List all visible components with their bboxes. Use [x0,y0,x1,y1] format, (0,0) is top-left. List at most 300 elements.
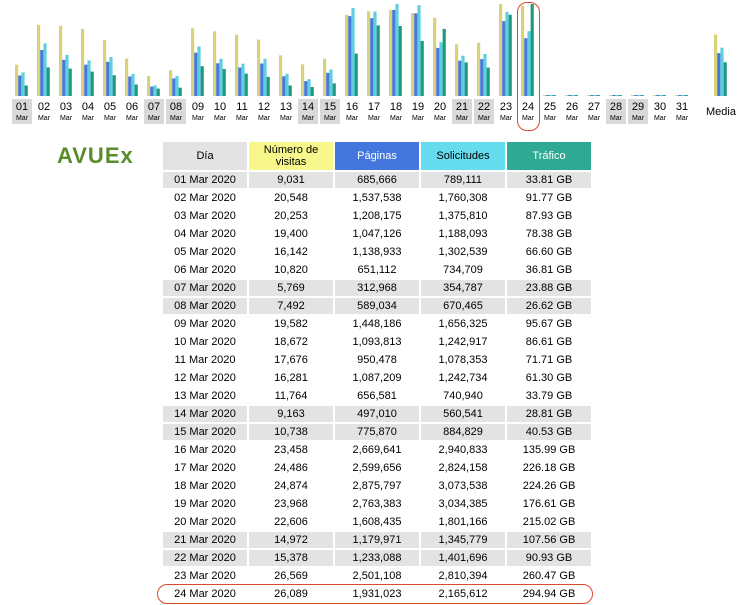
month-abbr: Mar [257,115,271,122]
day-number: 01 [15,101,29,113]
table-row [163,226,591,242]
bar-25-traffic [553,95,556,96]
cell-visits: 16,281 [274,372,308,384]
bar-29-requests [637,95,640,96]
month-abbr: Mar [675,115,689,122]
bar-28-visits [609,95,612,96]
cell-day: 06 Mar 2020 [174,264,236,276]
bar-23-traffic [509,15,512,96]
table-row [163,514,591,530]
cell-requests: 3,073,538 [438,480,488,492]
table-row [163,352,591,368]
cell-visits: 15,378 [249,550,333,566]
cell-requests: 2,810,394 [438,570,488,582]
average-bar-pages [717,53,720,96]
month-abbr: Mar [565,115,579,122]
bar-15-visits [323,59,326,96]
cell-requests: 560,541 [421,406,505,422]
table-row [163,478,591,494]
cell-traffic: 36.81 GB [525,264,573,276]
bar-26-pages [568,95,571,96]
bar-02-visits [37,25,40,96]
bar-27-visits [587,95,590,96]
cell-visits: 11,764 [274,390,308,402]
table-row [163,550,591,566]
cell-requests: 1,760,308 [438,192,488,204]
cell-requests: 670,465 [421,298,505,314]
table-row [163,172,591,188]
bar-04-traffic [91,72,94,96]
cell-traffic: 224.26 GB [522,480,576,492]
average-label: Media [706,106,736,118]
table-row [163,406,591,422]
bar-31-traffic [685,95,688,96]
day-label-28 [606,99,626,124]
day-label-08 [166,99,186,124]
cell-traffic: 33.81 GB [507,172,591,188]
bar-07-visits [147,76,150,96]
day-label-02 [34,99,54,124]
bar-14-visits [301,64,304,96]
table-row [163,262,591,278]
day-label-16 [342,99,362,124]
cell-visits: 9,163 [249,406,333,422]
cell-requests: 1,302,539 [438,246,488,258]
day-label-27 [584,99,604,124]
cell-requests: 2,165,612 [438,588,488,600]
header-requests: Solicitudes [421,142,505,170]
cell-day: 17 Mar 2020 [174,462,236,474]
bar-14-pages [304,81,307,96]
month-abbr: Mar [147,115,161,122]
cell-day: 16 Mar 2020 [174,444,236,456]
bar-13-requests [285,74,288,96]
bar-31-visits [675,95,678,96]
bar-16-visits [345,15,348,96]
month-abbr: Mar [213,115,227,122]
day-label-23 [496,99,516,124]
day-number: 06 [125,101,139,113]
day-number: 24 [521,101,535,113]
cell-traffic: 40.53 GB [507,424,591,440]
cell-traffic: 176.61 GB [522,498,576,510]
month-abbr: Mar [653,115,667,122]
cell-requests: 1,401,696 [421,550,505,566]
bar-29-traffic [641,95,644,96]
day-number: 20 [433,101,447,113]
day-label-13 [276,99,296,124]
bar-22-traffic [487,68,490,96]
cell-day: 22 Mar 2020 [163,550,247,566]
cell-traffic: 61.30 GB [525,372,573,384]
month-abbr: Mar [609,115,623,122]
bar-19-visits [411,13,414,96]
cell-visits: 26,089 [274,588,308,600]
bar-03-visits [59,26,62,96]
cell-day: 01 Mar 2020 [163,172,247,188]
cell-visits: 17,676 [274,354,308,366]
bar-22-pages [480,59,483,96]
bar-01-pages [18,76,21,97]
day-label-06 [122,99,142,124]
table-row [163,388,591,404]
cell-day: 04 Mar 2020 [174,228,236,240]
month-abbr: Mar [191,115,205,122]
cell-day: 02 Mar 2020 [174,192,236,204]
cell-day: 03 Mar 2020 [174,210,236,222]
day-number: 25 [543,101,557,113]
month-abbr: Mar [323,115,337,122]
day-label-04 [78,99,98,124]
cell-pages: 1,208,175 [352,210,402,222]
bar-23-requests [505,12,508,96]
cell-pages: 589,034 [335,298,419,314]
bar-31-requests [681,95,684,96]
cell-pages: 1,138,933 [352,246,402,258]
month-abbr: Mar [587,115,601,122]
bar-16-traffic [355,54,358,96]
cell-requests: 2,940,833 [438,444,488,456]
day-number: 15 [323,101,337,113]
bar-16-pages [348,16,351,96]
bar-02-pages [40,50,43,96]
bar-21-requests [461,56,464,96]
cell-traffic: 226.18 GB [522,462,576,474]
bar-15-traffic [333,83,336,96]
table-row [163,424,591,440]
cell-traffic: 78.38 GB [525,228,573,240]
bar-05-traffic [113,75,116,96]
table-body [163,172,591,602]
bar-17-traffic [377,25,380,96]
bar-chart-svg [0,0,752,98]
bar-02-traffic [47,67,50,96]
bar-03-pages [62,60,65,96]
month-abbr: Mar [235,115,249,122]
cell-visits: 14,972 [249,532,333,548]
cell-pages: 1,093,813 [352,336,402,348]
bar-05-pages [106,62,109,96]
cell-requests: 2,824,158 [438,462,488,474]
bar-15-pages [326,73,329,96]
cell-pages: 1,233,088 [335,550,419,566]
cell-day: 23 Mar 2020 [174,570,236,582]
bar-28-traffic [619,95,622,96]
cell-day: 05 Mar 2020 [174,246,236,258]
bar-21-traffic [465,62,468,96]
cell-visits: 24,486 [274,462,308,474]
bar-12-pages [260,64,263,97]
daily-bar-chart [0,0,752,128]
cell-visits: 24,874 [274,480,308,492]
bar-01-requests [21,72,24,96]
bar-19-pages [414,13,417,96]
bar-14-traffic [311,87,314,96]
day-number: 03 [59,101,73,113]
bar-19-traffic [421,41,424,96]
month-abbr: Mar [125,115,139,122]
bar-26-visits [565,95,568,96]
cell-traffic: 260.47 GB [522,570,576,582]
average-bar-visits [714,35,717,96]
cell-day: 19 Mar 2020 [174,498,236,510]
bar-18-traffic [399,26,402,96]
day-label-17 [364,99,384,124]
bar-04-visits [81,29,84,96]
bar-11-visits [235,35,238,96]
table-row [163,370,591,386]
average-bar-traffic [724,62,727,96]
day-label-31 [672,99,692,124]
cell-visits: 22,606 [274,516,308,528]
cell-traffic: 135.99 GB [522,444,576,456]
bar-17-visits [367,11,370,96]
bar-04-pages [84,65,87,96]
bar-08-traffic [179,88,182,96]
bar-08-requests [175,76,178,96]
bar-25-visits [543,95,546,96]
cell-visits: 20,253 [274,210,308,222]
month-abbr: Mar [499,115,513,122]
month-abbr: Mar [389,115,403,122]
day-number: 09 [191,101,205,113]
cell-pages: 1,179,971 [335,532,419,548]
day-number: 14 [301,101,315,113]
cell-requests: 789,111 [421,172,505,188]
cell-visits: 10,820 [274,264,308,276]
cell-day: 15 Mar 2020 [163,424,247,440]
bar-30-traffic [663,95,666,96]
cell-traffic: 71.71 GB [525,354,573,366]
bar-23-visits [499,4,502,96]
month-abbr: Mar [169,115,183,122]
bar-17-pages [370,18,373,96]
bar-28-pages [612,95,615,96]
cell-visits: 19,582 [274,318,308,330]
day-label-15 [320,99,340,124]
day-number: 02 [37,101,51,113]
bar-22-visits [477,43,480,96]
cell-pages: 2,763,383 [352,498,402,510]
month-abbr: Mar [301,115,315,122]
bar-11-pages [238,68,241,97]
table-row [163,244,591,260]
bar-20-traffic [443,29,446,96]
day-label-22 [474,99,494,124]
bar-18-visits [389,10,392,96]
cell-pages: 312,968 [335,280,419,296]
month-abbr: Mar [345,115,359,122]
bar-30-requests [659,95,662,96]
cell-day: 24 Mar 2020 [174,588,236,600]
month-abbr: Mar [81,115,95,122]
cell-visits: 16,142 [274,246,308,258]
cell-day: 09 Mar 2020 [174,318,236,330]
day-label-26 [562,99,582,124]
bar-18-requests [395,4,398,96]
cell-pages: 1,537,538 [352,192,402,204]
month-abbr: Mar [37,115,51,122]
day-label-14 [298,99,318,124]
cell-visits: 7,492 [249,298,333,314]
day-label-21 [452,99,472,124]
day-number: 31 [675,101,689,113]
day-number: 10 [213,101,227,113]
cell-day: 18 Mar 2020 [174,480,236,492]
day-number: 04 [81,101,95,113]
bar-19-requests [417,5,420,96]
cell-traffic: 294.94 GB [522,588,576,600]
table-row [163,298,591,314]
table-row [163,532,591,548]
day-label-10 [210,99,230,124]
cell-traffic: 95.67 GB [525,318,573,330]
day-number: 28 [609,101,623,113]
day-number: 27 [587,101,601,113]
bar-11-traffic [245,74,248,96]
day-number: 13 [279,101,293,113]
bar-12-visits [257,40,260,96]
cell-requests: 3,034,385 [438,498,488,510]
cell-pages: 1,608,435 [352,516,402,528]
cell-requests: 1,375,810 [438,210,488,222]
table-row [163,208,591,224]
cell-day: 14 Mar 2020 [163,406,247,422]
cell-visits: 23,458 [274,444,308,456]
cell-requests: 1,188,093 [438,228,488,240]
bar-10-traffic [223,69,226,96]
cell-day: 10 Mar 2020 [174,336,236,348]
day-number: 16 [345,101,359,113]
day-number: 18 [389,101,403,113]
bar-13-pages [282,76,285,96]
bar-29-visits [631,95,634,96]
cell-pages: 685,666 [335,172,419,188]
day-number: 17 [367,101,381,113]
cell-traffic: 26.62 GB [507,298,591,314]
bar-08-pages [172,78,175,96]
bar-14-requests [307,79,310,96]
bar-05-requests [109,57,112,96]
cell-visits: 26,569 [274,570,308,582]
bar-09-pages [194,53,197,96]
bar-26-requests [571,95,574,96]
bar-30-pages [656,95,659,96]
cell-requests: 740,940 [443,390,483,402]
bar-05-visits [103,40,106,96]
header-day: Día [163,142,247,170]
month-abbr: Mar [367,115,381,122]
bar-27-traffic [597,95,600,96]
table-header-row [163,142,591,170]
bar-09-requests [197,46,200,96]
bar-28-requests [615,95,618,96]
day-label-29 [628,99,648,124]
bar-27-requests [593,95,596,96]
cell-traffic: 33.79 GB [525,390,573,402]
table-row [163,568,591,584]
cell-requests: 1,078,353 [438,354,488,366]
cell-day: 13 Mar 2020 [174,390,236,402]
cell-traffic: 215.02 GB [522,516,576,528]
day-number: 11 [236,101,248,113]
cell-pages: 2,599,656 [352,462,402,474]
day-number: 23 [499,101,513,113]
cell-traffic: 91.77 GB [525,192,573,204]
month-abbr: Mar [279,115,293,122]
bar-01-traffic [25,86,28,97]
bar-22-requests [483,54,486,96]
header-pages: Páginas [335,142,419,170]
bar-07-pages [150,87,153,96]
bar-10-requests [219,59,222,96]
header-traffic: Tráfico [507,142,591,170]
cell-visits: 5,769 [249,280,333,296]
table-row [163,280,591,296]
month-abbr: Mar [433,115,447,122]
month-abbr: Mar [521,115,535,122]
cell-pages: 497,010 [335,406,419,422]
bar-31-pages [678,95,681,96]
bar-02-requests [43,43,46,96]
average-bar-requests [720,48,723,96]
cell-pages: 950,478 [357,354,397,366]
cell-pages: 2,875,797 [352,480,402,492]
month-abbr: Mar [411,115,425,122]
cell-day: 08 Mar 2020 [163,298,247,314]
bar-17-requests [373,12,376,97]
month-abbr: Mar [103,115,117,122]
cell-requests: 734,709 [443,264,483,276]
day-label-30 [650,99,670,124]
cell-traffic: 87.93 GB [525,210,573,222]
month-abbr: Mar [543,115,557,122]
highlight-day-24-circle [517,2,540,131]
cell-visits: 18,672 [274,336,308,348]
bar-25-requests [549,95,552,96]
month-abbr: Mar [631,115,645,122]
cell-visits: 9,031 [249,172,333,188]
bar-13-visits [279,55,282,96]
bar-06-pages [128,77,131,97]
bar-18-pages [392,10,395,96]
bar-20-pages [436,48,439,96]
cell-pages: 651,112 [357,264,397,276]
day-number: 08 [169,101,183,113]
table-row [163,316,591,332]
bar-25-pages [546,95,549,96]
header-visits: Número de visitas [249,142,333,170]
day-label-03 [56,99,76,124]
cell-requests: 1,656,325 [438,318,488,330]
day-number: 21 [455,101,469,113]
day-label-20 [430,99,450,124]
cell-pages: 1,047,126 [352,228,402,240]
bar-03-traffic [69,69,72,96]
day-label-05 [100,99,120,124]
bar-30-visits [653,95,656,96]
bar-07-traffic [157,89,160,96]
bar-11-requests [241,64,244,96]
bar-23-pages [502,21,505,96]
cell-requests: 1,345,779 [421,532,505,548]
day-number: 05 [103,101,117,113]
bar-10-visits [213,31,216,96]
cell-day: 20 Mar 2020 [174,516,236,528]
cell-day: 07 Mar 2020 [163,280,247,296]
bar-15-requests [329,70,332,97]
bar-10-pages [216,63,219,96]
